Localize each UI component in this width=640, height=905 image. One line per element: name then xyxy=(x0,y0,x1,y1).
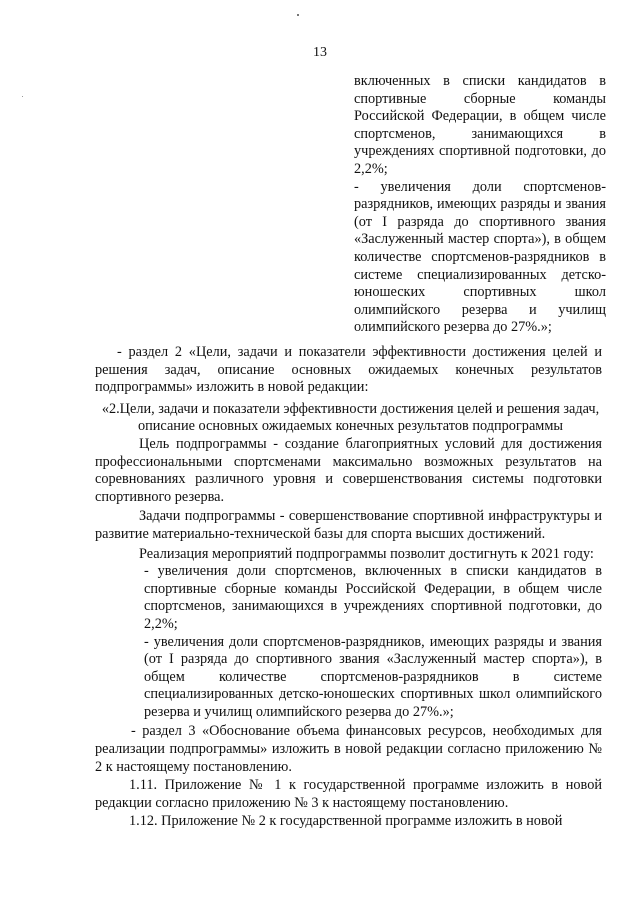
expected-result-item: - увеличения доли спортсменов, включенных в списки кандидатов в спортивные сборные команды Российской Федерации, в общем числе спортсменов, занимающихся в учреждениях спортивной подготовки, до 2,2%; xyxy=(144,563,602,632)
expected-results-list xyxy=(95,563,602,721)
continued-list-item-2: - увеличения доли спортсменов-разрядников, имеющих разряды и звания (от I разряда до спортивного звания «Заслуженный мастер спорта»), в общем количестве спортсменов-разрядников в системе специализированных детско-юношеских спортивных школ олимпийского резерва и училищ олимпийского резерва до 27%.»; xyxy=(354,178,606,336)
section-2-title: «2.Цели, задачи и показатели эффективности достижения целей и решения задач, описание основных ожидаемых конечных результатов подпрограммы xyxy=(101,400,600,435)
main-text xyxy=(95,344,602,831)
continued-list-column xyxy=(354,73,606,337)
item-1-11: 1.11. Приложение № 1 к государственной программе изложить в новой редакции согласно приложению № 3 к настоящему постановлению. xyxy=(95,777,602,811)
subprogram-goal: Цель подпрограммы - создание благоприятных условий для достижения профессиональными спортсменами максимально возможных результатов на соревнованиях различного уровня и совершенствования системы подготовки спортивного резерва. xyxy=(95,435,602,505)
continued-list-item-1: включенных в списки кандидатов в спортивные сборные команды Российской Федерации, в общем числе спортсменов, занимающихся в учреждениях спортивной подготовки, до 2,2%; xyxy=(354,73,606,177)
page-number: 13 xyxy=(313,45,327,60)
section-3-instruction: - раздел 3 «Обоснование объема финансовых ресурсов, необходимых для реализации подпрограммы» изложить в новой редакции согласно приложению № 2 к настоящему постановлению. xyxy=(95,723,602,775)
subprogram-tasks: Задачи подпрограммы - совершенствование спортивной инфраструктуры и развитие материально-технической базы для спорта высших достижений. xyxy=(95,508,602,542)
item-1-12: 1.12. Приложение № 2 к государственной программе изложить в новой xyxy=(129,813,563,830)
expected-result-item: - увеличения доли спортсменов-разрядников, имеющих разряды и звания (от I разряда до спортивного звания «Заслуженный мастер спорта»), в общем количестве спортсменов-разрядников в системе специализированных детско-юношеских спортивных школ олимпийского резерва и училищ олимпийского резерва до 27%.»; xyxy=(144,633,602,720)
implementation-paragraph: Реализация мероприятий подпрограммы позволит достигнуть к 2021 году: xyxy=(139,545,594,562)
scan-speck xyxy=(297,14,299,16)
scan-speck xyxy=(22,96,23,97)
section-2-instruction: - раздел 2 «Цели, задачи и показатели эффективности достижения целей и решения задач, описание основных ожидаемых конечных результатов подпрограммы» изложить в новой редакции: xyxy=(95,344,602,396)
